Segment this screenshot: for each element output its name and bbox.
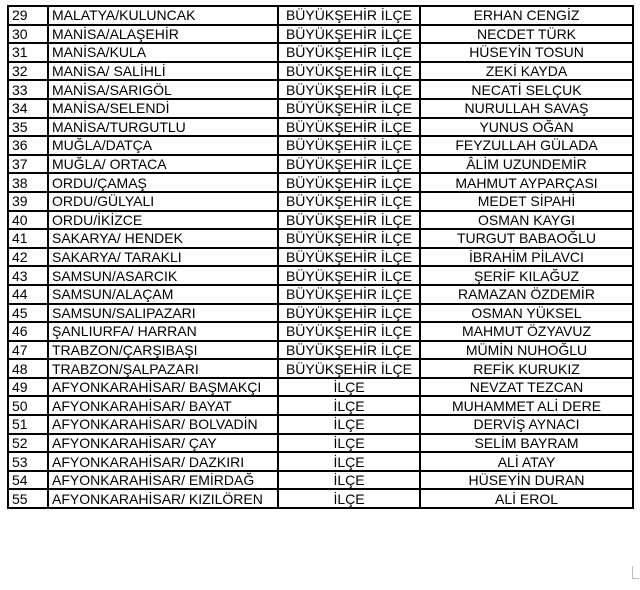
person-name-cell: REFİK KURUKIZ xyxy=(420,359,633,378)
row-number-cell: 48 xyxy=(8,359,48,378)
row-number-cell: 53 xyxy=(8,452,48,471)
table-row xyxy=(8,489,633,508)
person-name-cell: YUNUS OĞAN xyxy=(420,118,633,137)
table-row xyxy=(8,155,633,174)
district-type-cell: BÜYÜKŞEHİR İLÇE xyxy=(278,304,420,323)
district-type-cell: BÜYÜKŞEHİR İLÇE xyxy=(278,285,420,304)
row-number-cell: 42 xyxy=(8,248,48,267)
row-number-cell: 34 xyxy=(8,99,48,118)
person-name-cell: NECDET TÜRK xyxy=(420,25,633,44)
table-row xyxy=(8,304,633,323)
table-row xyxy=(8,173,633,192)
district-type-cell: BÜYÜKŞEHİR İLÇE xyxy=(278,341,420,360)
table-row xyxy=(8,99,633,118)
district-type-cell: BÜYÜKŞEHİR İLÇE xyxy=(278,25,420,44)
row-number-cell: 55 xyxy=(8,489,48,508)
table-row xyxy=(8,471,633,490)
row-number-cell: 44 xyxy=(8,285,48,304)
person-name-cell: NEVZAT TEZCAN xyxy=(420,378,633,397)
row-number-cell: 47 xyxy=(8,341,48,360)
person-name-cell: ALİ ATAY xyxy=(420,452,633,471)
table-row xyxy=(8,192,633,211)
person-name-cell: MEDET SİPAHİ xyxy=(420,192,633,211)
row-number-cell: 33 xyxy=(8,80,48,99)
district-type-cell: BÜYÜKŞEHİR İLÇE xyxy=(278,99,420,118)
row-number-cell: 50 xyxy=(8,396,48,415)
person-name-cell: MAHMUT AYPARÇASI xyxy=(420,173,633,192)
table-row xyxy=(8,136,633,155)
table-row xyxy=(8,229,633,248)
province-district-cell: SAKARYA/ HENDEK xyxy=(48,229,278,248)
person-name-cell: ZEKİ KAYDA xyxy=(420,62,633,81)
mayor-list-table xyxy=(7,5,634,509)
province-district-cell: MANİSA/KULA xyxy=(48,43,278,62)
row-number-cell: 40 xyxy=(8,211,48,230)
province-district-cell: MUĞLA/ ORTACA xyxy=(48,155,278,174)
person-name-cell: SELİM BAYRAM xyxy=(420,434,633,453)
table-row xyxy=(8,378,633,397)
row-number-cell: 38 xyxy=(8,173,48,192)
district-type-cell: BÜYÜKŞEHİR İLÇE xyxy=(278,229,420,248)
province-district-cell: AFYONKARAHİSAR/ ÇAY xyxy=(48,434,278,453)
district-type-cell: İLÇE xyxy=(278,434,420,453)
district-type-cell: İLÇE xyxy=(278,471,420,490)
district-type-cell: BÜYÜKŞEHİR İLÇE xyxy=(278,6,420,25)
district-type-cell: BÜYÜKŞEHİR İLÇE xyxy=(278,211,420,230)
table-row xyxy=(8,452,633,471)
person-name-cell: ŞERİF KILAĞUZ xyxy=(420,266,633,285)
person-name-cell: ALİ EROL xyxy=(420,489,633,508)
person-name-cell: ÂLİM UZUNDEMİR xyxy=(420,155,633,174)
row-number-cell: 30 xyxy=(8,25,48,44)
province-district-cell: ŞANLIURFA/ HARRAN xyxy=(48,322,278,341)
province-district-cell: ORDU/GÜLYALI xyxy=(48,192,278,211)
province-district-cell: MANİSA/SARIGÖL xyxy=(48,80,278,99)
row-number-cell: 37 xyxy=(8,155,48,174)
district-type-cell: BÜYÜKŞEHİR İLÇE xyxy=(278,322,420,341)
province-district-cell: AFYONKARAHİSAR/ BAYAT xyxy=(48,396,278,415)
row-number-cell: 41 xyxy=(8,229,48,248)
row-number-cell: 46 xyxy=(8,322,48,341)
person-name-cell: NECATİ SELÇUK xyxy=(420,80,633,99)
district-type-cell: BÜYÜKŞEHİR İLÇE xyxy=(278,173,420,192)
table-row xyxy=(8,415,633,434)
province-district-cell: SAKARYA/ TARAKLI xyxy=(48,248,278,267)
province-district-cell: MUĞLA/DATÇA xyxy=(48,136,278,155)
row-number-cell: 36 xyxy=(8,136,48,155)
province-district-cell: AFYONKARAHİSAR/ BOLVADİN xyxy=(48,415,278,434)
person-name-cell: OSMAN KAYGI xyxy=(420,211,633,230)
table-row xyxy=(8,434,633,453)
province-district-cell: TRABZON/ÇARŞIBAŞI xyxy=(48,341,278,360)
province-district-cell: ORDU/ÇAMAŞ xyxy=(48,173,278,192)
person-name-cell: ERHAN CENGİZ xyxy=(420,6,633,25)
table-row xyxy=(8,62,633,81)
person-name-cell: NURULLAH SAVAŞ xyxy=(420,99,633,118)
district-type-cell: İLÇE xyxy=(278,415,420,434)
row-number-cell: 45 xyxy=(8,304,48,323)
province-district-cell: MANİSA/TURGUTLU xyxy=(48,118,278,137)
row-number-cell: 51 xyxy=(8,415,48,434)
person-name-cell: MUHAMMET ALİ DERE xyxy=(420,396,633,415)
province-district-cell: SAMSUN/ALAÇAM xyxy=(48,285,278,304)
row-number-cell: 35 xyxy=(8,118,48,137)
person-name-cell: MÜMİN NUHOĞLU xyxy=(420,341,633,360)
table-row xyxy=(8,396,633,415)
district-type-cell: BÜYÜKŞEHİR İLÇE xyxy=(278,266,420,285)
district-type-cell: BÜYÜKŞEHİR İLÇE xyxy=(278,359,420,378)
table-row xyxy=(8,285,633,304)
person-name-cell: HÜSEYİN DURAN xyxy=(420,471,633,490)
province-district-cell: MANİSA/ SALİHLİ xyxy=(48,62,278,81)
district-type-cell: İLÇE xyxy=(278,489,420,508)
person-name-cell: OSMAN YÜKSEL xyxy=(420,304,633,323)
table-row xyxy=(8,266,633,285)
person-name-cell: TURGUT BABAOĞLU xyxy=(420,229,633,248)
province-district-cell: SAMSUN/ASARCIK xyxy=(48,266,278,285)
province-district-cell: ORDU/İKİZCE xyxy=(48,211,278,230)
province-district-cell: MANİSA/SELENDİ xyxy=(48,99,278,118)
district-type-cell: BÜYÜKŞEHİR İLÇE xyxy=(278,136,420,155)
row-number-cell: 49 xyxy=(8,378,48,397)
district-type-cell: BÜYÜKŞEHİR İLÇE xyxy=(278,192,420,211)
row-number-cell: 54 xyxy=(8,471,48,490)
person-name-cell: RAMAZAN ÖZDEMİR xyxy=(420,285,633,304)
district-type-cell: BÜYÜKŞEHİR İLÇE xyxy=(278,62,420,81)
person-name-cell: FEYZULLAH GÜLADA xyxy=(420,136,633,155)
district-type-cell: BÜYÜKŞEHİR İLÇE xyxy=(278,80,420,99)
table-row xyxy=(8,341,633,360)
province-district-cell: AFYONKARAHİSAR/ DAZKIRI xyxy=(48,452,278,471)
province-district-cell: MANİSA/ALAŞEHİR xyxy=(48,25,278,44)
table-row xyxy=(8,359,633,378)
district-type-cell: İLÇE xyxy=(278,396,420,415)
province-district-cell: AFYONKARAHİSAR/ KIZILÖREN xyxy=(48,489,278,508)
province-district-cell: SAMSUN/SALIPAZARI xyxy=(48,304,278,323)
table-row xyxy=(8,25,633,44)
district-type-cell: BÜYÜKŞEHİR İLÇE xyxy=(278,248,420,267)
district-type-cell: BÜYÜKŞEHİR İLÇE xyxy=(278,155,420,174)
province-district-cell: AFYONKARAHİSAR/ BAŞMAKÇI xyxy=(48,378,278,397)
district-type-cell: İLÇE xyxy=(278,452,420,471)
table-row xyxy=(8,248,633,267)
row-number-cell: 52 xyxy=(8,434,48,453)
page-corner-mark xyxy=(632,566,639,579)
row-number-cell: 39 xyxy=(8,192,48,211)
table-row xyxy=(8,322,633,341)
district-type-cell: BÜYÜKŞEHİR İLÇE xyxy=(278,43,420,62)
province-district-cell: TRABZON/ŞALPAZARI xyxy=(48,359,278,378)
district-type-cell: BÜYÜKŞEHİR İLÇE xyxy=(278,118,420,137)
table-row xyxy=(8,211,633,230)
province-district-cell: AFYONKARAHİSAR/ EMİRDAĞ xyxy=(48,471,278,490)
row-number-cell: 32 xyxy=(8,62,48,81)
row-number-cell: 29 xyxy=(8,6,48,25)
row-number-cell: 31 xyxy=(8,43,48,62)
district-type-cell: İLÇE xyxy=(278,378,420,397)
person-name-cell: HÜSEYİN TOSUN xyxy=(420,43,633,62)
person-name-cell: DERVİŞ AYNACI xyxy=(420,415,633,434)
table-row xyxy=(8,118,633,137)
table-row xyxy=(8,43,633,62)
person-name-cell: İBRAHİM PİLAVCI xyxy=(420,248,633,267)
province-district-cell: MALATYA/KULUNCAK xyxy=(48,6,278,25)
table-row xyxy=(8,80,633,99)
table-row xyxy=(8,6,633,25)
row-number-cell: 43 xyxy=(8,266,48,285)
person-name-cell: MAHMUT ÖZYAVUZ xyxy=(420,322,633,341)
table-body xyxy=(8,6,633,508)
